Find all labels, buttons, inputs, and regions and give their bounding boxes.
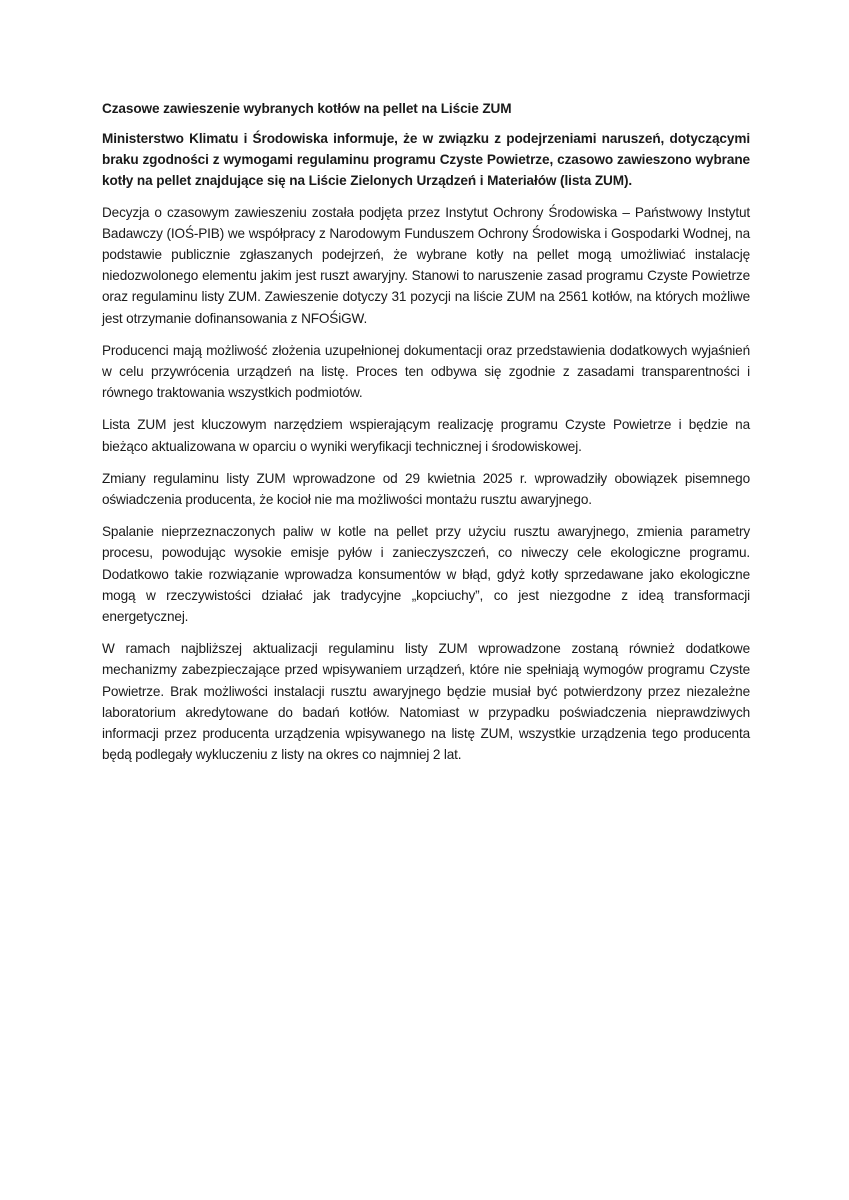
paragraph-regulation-changes: Zmiany regulaminu listy ZUM wprowadzone od 29 kwietnia 2025 r. wprowadziły obowiązek pisemnego oświadczenia producenta, że kocioł nie ma możliwości montażu rusztu awaryjnego. (102, 470, 750, 508)
paragraph-zum-list: Lista ZUM jest kluczowym narzędziem wspierającym realizację programu Czyste Powietrze i będzie na bieżąco aktualizowana w oparciu o wyniki weryfikacji technicznej i środowiskowej. (102, 417, 750, 454)
paragraph-emissions: Spalanie nieprzeznaczonych paliw w kotle na pellet przy użyciu rusztu awaryjnego, zmienia parametry procesu, powodując wysokie emisje pyłów i zanieczyszczeń, co niweczy cele ekologiczne programu. Dodatkowo takie rozwiązanie wprowadza konsumentów w błąd, gdyż kotły sprzedawane jako ekologiczne mogą w rzeczywistości działać jak tradycyjne „kopciuchy”, co jest niezgodne z ideą transformacji energetycznej. (102, 524, 750, 625)
paragraph-update: W ramach najbliższej aktualizacji regulaminu listy ZUM wprowadzone zostaną również dodatkowe mechanizmy zabezpieczające przed wpisywaniem urządzeń, które nie spełniają wymogów programu Czyste Powietrze. Brak możliwości instalacji rusztu awaryjnego będzie musiał być potwierdzony przez niezależne laboratorium akredytowane do badań kotłów. Natomiast w przypadku poświadczenia nieprawdziwych informacji przez producenta urządzenia wpisywanego na listę ZUM, wszystkie urządzenia tego producenta będą podlegały wykluczeniu z listy na okres co najmniej 2 lat. (102, 641, 750, 763)
document-page (102, 99, 750, 776)
lead-paragraph: Ministerstwo Klimatu i Środowiska informuje, że w związku z podejrzeniami naruszeń, dotyczącymi braku zgodności z wymogami regulaminu programu Czyste Powietrze, czasowo zawieszono wybrane kotły na pellet znajdujące się na Liście Zielonych Urządzeń i Materiałów (lista ZUM). (102, 131, 750, 189)
paragraph-producers: Producenci mają możliwość złożenia uzupełnionej dokumentacji oraz przedstawienia dodatkowych wyjaśnień w celu przywrócenia urządzeń na listę. Proces ten odbywa się zgodnie z zasadami transparentności i równego traktowania wszystkich podmiotów. (102, 342, 750, 401)
document-title: Czasowe zawieszenie wybranych kotłów na pellet na Liście ZUM (102, 101, 512, 116)
paragraph-decision: Decyzja o czasowym zawieszeniu została podjęta przez Instytut Ochrony Środowiska – Państwowy Instytut Badawczy (IOŚ-PIB) we współpracy z Narodowym Funduszem Ochrony Środowiska i Gospodarki Wodnej, na podstawie publicznie zgłaszanych podejrzeń, że wybrane kotły na pellet mogą umożliwiać instalację niedozwolonego elementu jakim jest ruszt awaryjny. Stanowi to naruszenie zasad programu Czyste Powietrze oraz regulaminu listy ZUM. Zawieszenie dotyczy 31 pozycji na liście ZUM na 2561 kotłów, na których możliwe jest otrzymanie dofinansowania z NFOŚiGW. (102, 204, 750, 326)
